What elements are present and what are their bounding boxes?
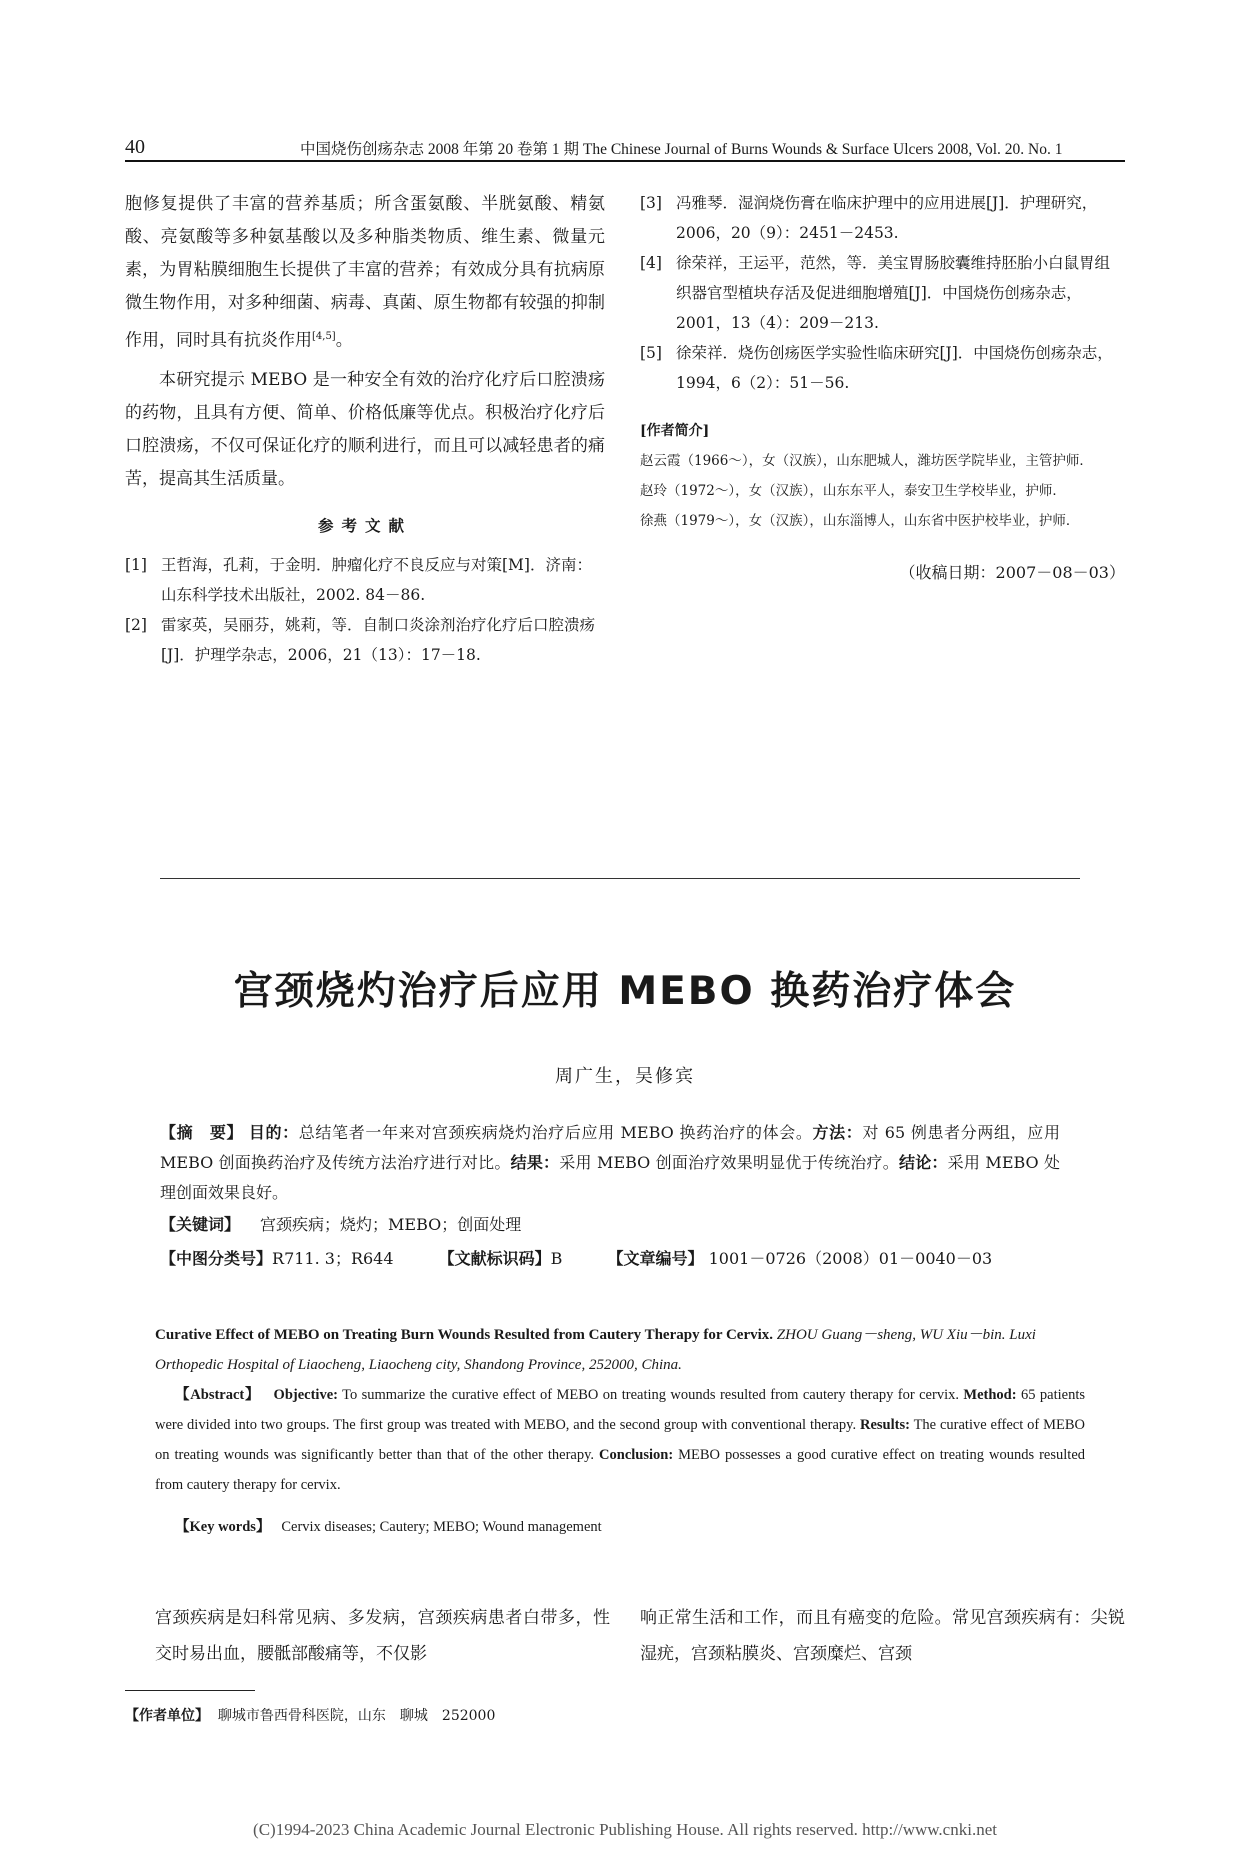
paragraph-tail: 。 [335, 330, 353, 351]
abstract-label: 【摘 要】 [160, 1123, 244, 1142]
conclusion-label: 结论： [898, 1153, 948, 1172]
body-text: 响正常生活和工作，而且有癌变的危险。常见宫颈疾病有：尖锐湿疣，宫颈粘膜炎、宫颈糜烂、宫颈 [640, 1608, 1125, 1664]
objective-text: 总结笔者一年来对宫颈疾病烧灼治疗后应用 MEBO 换药治疗的体会。 [298, 1123, 813, 1142]
english-title: Curative Effect of MEBO on Treating Burn Wounds Resulted from Cautery Therapy for Cervix. [155, 1327, 774, 1343]
reference-text: 冯雅琴．湿润烧伤膏在临床护理中的应用进展[J]．护理研究，2006，20（9）：2451－2453. [676, 194, 1098, 242]
clc-label: 【中图分类号】 [160, 1249, 273, 1268]
reference-tag: [3] [640, 194, 662, 212]
keywords-text: 宫颈疾病；烧灼；MEBO；创面处理 [260, 1215, 522, 1234]
author-intro-heading: [作者简介] [640, 423, 710, 439]
footnote-rule [125, 1690, 255, 1691]
objective-label: 目的： [248, 1123, 299, 1142]
reference-text: 雷家英，吴丽芬，姚莉，等．自制口炎涂剂治疗化疗后口腔溃疡[J]．护理学杂志，2006，21（13）：17－18. [161, 615, 596, 664]
affiliation-text: 聊城市鲁西骨科医院，山东 聊城 252000 [217, 1708, 496, 1724]
references-heading: 参考文献 [317, 515, 412, 535]
en-objective-text: To summarize the curative effect of MEBO on treating wounds resulted from cautery therapy for cervix. [342, 1387, 959, 1403]
english-title-line [155, 1320, 1085, 1380]
article-no-value: 1001－0726（2008）01－0040－03 [708, 1249, 993, 1268]
reference-item [640, 248, 1125, 338]
reference-text: 徐荣祥．烧伤创疡医学实验性临床研究[J]．中国烧伤创疡杂志，1994，6（2）：51－56. [676, 344, 1113, 392]
en-conclusion-label: Conclusion: [599, 1447, 674, 1463]
body-paragraph: 本研究提示 MEBO 是一种安全有效的治疗化疗后口腔溃疡的药物，且具有方便、简单、价格低廉等优点。积极治疗化疗后口腔溃疡，不仅可保证化疗的顺利进行，而且可以减轻患者的痛苦，提高其生活质量。 [125, 369, 605, 489]
paragraph-text: 胞修复提供了丰富的营养基质；所含蛋氨酸、半胱氨酸、精氨酸、亮氨酸等多种氨基酸以及多种脂类物质、维生素、微量元素，为胃粘膜细胞生长提供了丰富的营养；有效成分具有抗病原微生物作用，对多种细菌、病毒、真菌、原生物都有较强的抑制作用，同时具有抗炎作用 [125, 194, 605, 351]
header-rule [125, 160, 1125, 162]
en-method-label: Method: [963, 1387, 1017, 1403]
article-divider [160, 878, 1080, 879]
author-affiliation [125, 1705, 495, 1725]
en-results-text: The curative effect of MEBO on treating wounds was significantly better than that of the other therapy. [155, 1417, 1085, 1463]
citation: [4,5] [312, 331, 336, 342]
keywords-label: 【关键词】 [160, 1215, 241, 1234]
reference-tag: [4] [640, 254, 662, 272]
doc-code-group [439, 1249, 583, 1268]
article-no-label: 【文章编号】 [607, 1249, 704, 1268]
article-title: 宫颈烧灼治疗后应用 MEBO 换药治疗体会 [233, 969, 1017, 1014]
reference-item [640, 188, 1125, 248]
english-abstract-paragraph [155, 1380, 1085, 1500]
keywords-line [160, 1208, 1060, 1242]
journal-header: 中国烧伤创疡杂志 2008 年第 20 卷第 1 期 The Chinese Journal of Burns Wounds & Surface Ulcers 2008, Vol. 20. No. 1 [300, 141, 1063, 158]
en-abstract-label: 【Abstract】 [175, 1387, 261, 1403]
en-keywords-label: 【Key words】 [175, 1519, 271, 1535]
en-objective-label: Objective: [273, 1387, 338, 1403]
previous-article-left-column [125, 188, 605, 670]
author-intro-line: 徐燕（1979～），女（汉族），山东淄博人，山东省中医护校毕业，护师． [640, 513, 1080, 529]
en-results-label: Results: [859, 1417, 910, 1433]
reference-item [125, 550, 605, 610]
copyright-notice: (C)1994-2023 China Academic Journal Electronic Publishing House. All rights reserved. http://www.cnki.net [253, 1820, 997, 1839]
body-text: 宫颈疾病是妇科常见病、多发病，宫颈疾病患者白带多，性交时易出血，腰骶部酸痛等，不仅影 [155, 1608, 610, 1664]
article-body-left [155, 1600, 610, 1672]
clc-group [160, 1249, 414, 1268]
en-keywords-text: Cervix diseases; Cautery; MEBO; Wound management [281, 1519, 602, 1535]
english-keywords-line [155, 1512, 1085, 1542]
reference-text: 徐荣祥，王运平，范然，等．美宝胃肠胶囊维持胚胎小白鼠胃组织器官型植块存活及促进细胞增殖[J]．中国烧伤创疡杂志，2001，13（4）：209－213. [676, 254, 1111, 332]
received-date: （收稿日期：2007－08－03） [899, 563, 1125, 582]
conclusion-text: 采用 MEBO 处理创面效果良好。 [160, 1153, 1060, 1202]
author-intro-line: 赵云霞（1966～），女（汉族），山东肥城人，潍坊医学院毕业，主管护师． [640, 453, 1093, 469]
classification-line [160, 1242, 1060, 1276]
affiliation-label: 【作者单位】 [125, 1708, 209, 1724]
reference-tag: [1] [125, 555, 147, 574]
en-conclusion-text: MEBO possesses a good curative effect on treating wounds resulted from cautery therapy for cervix. [155, 1447, 1085, 1493]
clc-value: R711. 3；R644 [272, 1249, 394, 1268]
abstract-paragraph [160, 1118, 1060, 1208]
page-number: 40 [125, 136, 145, 158]
reference-tag: [2] [125, 615, 147, 634]
article-authors: 周广生，吴修宾 [555, 1066, 695, 1087]
previous-article-right-column [640, 188, 1125, 583]
article-body-right [640, 1600, 1125, 1672]
english-authors: ZHOU Guang－sheng, WU Xiu－bin. Luxi Orthopedic Hospital of Liaocheng, Liaocheng city, Shandong Province, 252000, China. [155, 1327, 1036, 1373]
en-method-text: 65 patients were divided into two groups. The first group was treated with MEBO, and the second group with conventional therapy. [155, 1387, 1086, 1433]
doc-code-value: B [550, 1249, 563, 1268]
author-intro-line: 赵玲（1972～），女（汉族），山东东平人，泰安卫生学校毕业，护师． [640, 483, 1066, 499]
reference-item [640, 338, 1125, 398]
doc-code-label: 【文献标识码】 [438, 1249, 551, 1268]
result-text: 采用 MEBO 创面治疗效果明显优于传统治疗。 [559, 1153, 899, 1172]
reference-item [125, 610, 605, 670]
english-abstract [155, 1320, 1085, 1542]
result-label: 结果： [510, 1153, 560, 1172]
method-label: 方法： [812, 1123, 863, 1142]
reference-text: 王哲海，孔莉，于金明．肿瘤化疗不良反应与对策[M]．济南：山东科学技术出版社，2002. 84－86. [161, 555, 592, 604]
body-paragraph [125, 188, 605, 358]
article-no-group [608, 1249, 1013, 1268]
chinese-abstract [160, 1118, 1060, 1276]
reference-tag: [5] [640, 344, 662, 362]
method-text: 对 65 例患者分两组，应用 MEBO 创面换药治疗及传统方法治疗进行对比。 [160, 1123, 1060, 1172]
